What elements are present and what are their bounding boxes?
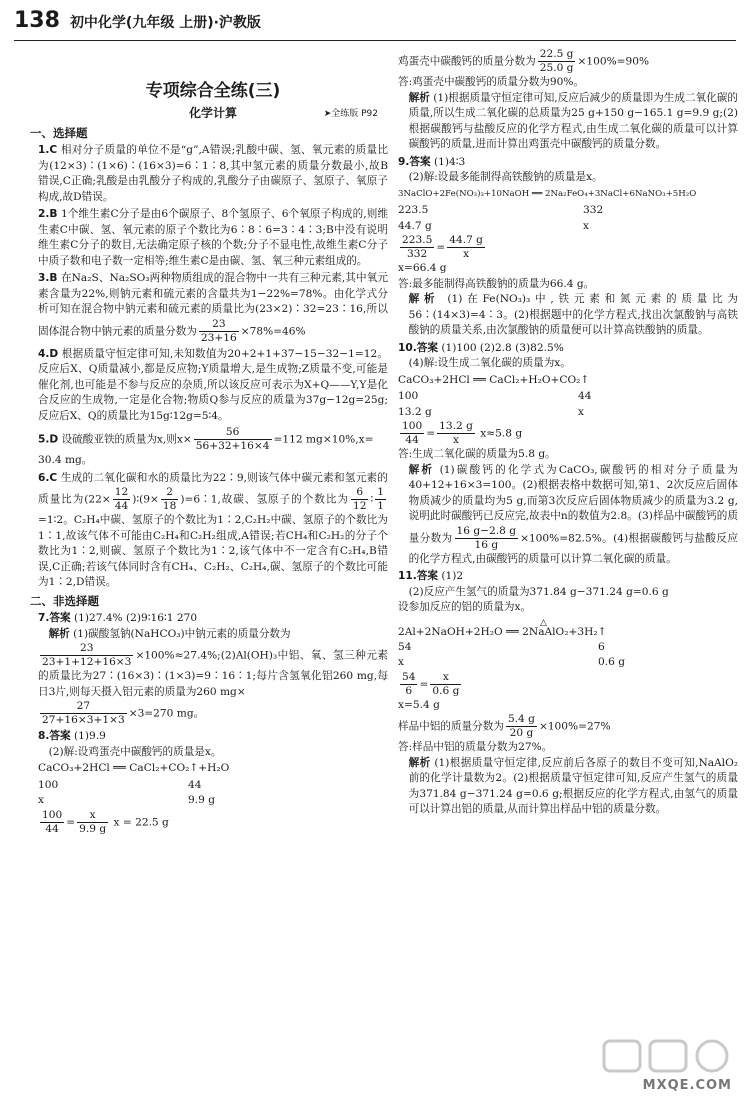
answer-1: 1.C 相对分子质量的单位不是“g”,A错误;乳酸中碳、氢、氧元素的质量比为(12×3)∶(1×6)∶(16×3)=6∶1∶8,其中氢元素的质量分数最小,故B错误,C正确;乳酸是由乳酸分子构成的,乳酸分子由碳原子、氢原子、氧原子构成,故D错误。 bbox=[38, 144, 388, 203]
part-heading: 二、非选择题 bbox=[30, 593, 99, 608]
answer-10: 10.答案 (1)100 (2)2.8 (3)82.5% (4)解:设生成二氧化碳的质量为x。 CaCO₃+2HCl ══ CaCl₂+H₂O+CO₂↑ 100 44 13.2 g x $\frac{100}{44}$ = $\frac{13.2 g}{x}$ x≈5.8 g 答:生成二氧化碳的质量为5.8 g。 解析 (1)碳酸钙的化学式为CaCO₃,碳酸钙的相对分子质量为40+12+16×3=100。(2)根据表格中数据可知,第1、2次反应后固体物质减少的质量均为5 g,而第3次反应后固体物质减少的质量为3.2 g,说明此时碳酸钙已反应完,故表中n的数值为2.8。(3)样品中碳酸钙的质量分数为 $\frac{16 g-2.8 g}{16 g}$ ×100%=82.5%。(4)根据碳酸钙与盐酸反应的化学方程式,由碳酸钙的质量可以计算二氧化碳的质量。 bbox=[398, 341, 739, 565]
answer-8-continued: 鸡蛋壳中碳酸钙的质量分数为 $\frac{22.5 g}{25.0 g}$ ×100%=90% 答:鸡蛋壳中碳酸钙的质量分数为90%。 解析 (1)根据质量守恒定律可知,反应后减少的质量即为生成二氧化碳的质量,所以生成二氧化碳的总质量为25 g+150 g−165.1 g=9.9 g;(2)根据碳酸钙与盐酸反应的化学方程式,由生成二氧化碳的质量可以计算碳酸钙的质量,进而计算出鸡蛋壳中碳酸钙的质量分数。 bbox=[398, 48, 739, 150]
watermark-text: MXQE.COM bbox=[642, 1078, 732, 1093]
answer-8: 8.答案 (1)9.9 (2)解:设鸡蛋壳中碳酸钙的质量是x。 CaCO₃+2HCl ══ CaCl₂+CO₂↑+H₂O 100 44 x 9.9 g $\frac{100}{44}$ = $\frac{x}{9.9 g}$ x = 22.5 g bbox=[38, 729, 388, 836]
section-title: 专项综合全练(三) bbox=[145, 81, 281, 101]
answer-3: 3.B 在Na₂S、Na₂SO₃两种物质组成的混合物中一共有三种元素,其中氧元素含量为22%,则钠元素和硫元素的含量共为1−22%=78%。由化学式分析可知在混合物中钠元素和硫元素的质量比为(23×2)∶32=23∶16,所以固体混合物中钠元素的质量分数为 $\frac{23}{23+16}$ ×78%=46% bbox=[38, 272, 388, 344]
arrow-icon: ➤ bbox=[323, 109, 332, 119]
right-column bbox=[398, 48, 738, 820]
answer-5: 5.D 设硫酸亚铁的质量为x,则x× $\frac{56}{56+32+16\times 4}$ =112 mg×10%,x= 30.4 mg。 bbox=[38, 426, 374, 466]
header-rule bbox=[14, 40, 736, 41]
answer-2: 2.B 1个维生素C分子是由6个碳原子、8个氢原子、6个氧原子构成的,则维生素C中碳、氢、氧元素的原子个数比为6∶8∶6=3∶4∶3;B中没有说明维生素C分子的数目,无法确定原子核的个数;分子不显电性,故维生素C分子中质子数和电子数一定相等;维生素C是由碳、氢、氧三种元素组成的。 bbox=[38, 208, 388, 267]
part-heading: 一、选择题 bbox=[30, 125, 88, 140]
fraction: $\frac{56}{56+32+16\times 4}$ bbox=[195, 426, 270, 452]
answer-9: 9.答案 (1)4∶3 (2)解:设最多能制得高铁酸钠的质量是x。 3NaClO+2Fe(NO₃)₃+10NaOH ══ 2Na₂FeO₄+3NaCl+6NaNO₃+5H₂O 223.5 332 44.7 g x $\frac{223.5}{332}$ = $\frac{44.7 g}{x}$ x=66.4 g 答:最多能制得高铁酸钠的质量为66.4 g。 解析 (1)在Fe(NO₃)₃中,铁元素和氮元素的质量比为56∶(14×3)=4∶3。(2)根据题中的化学方程式,找出次氯酸钠与高铁酸钠的质量关系,由次氯酸钠的质量便可以计算高铁酸钠的质量。 bbox=[398, 155, 738, 336]
answer-7: 7.答案 (1)27.4% (2)9∶16∶1 270 解析 (1)碳酸氢钠(NaHCO₃)中钠元素的质量分数为 $\frac{23}{23+1+12+16\times 3}$ ×100%≈27.4%;(2)Al(OH)₃中铝、氧、氢三种元素的质量比为27∶(16×3)∶(1×3)=9∶16∶1;每片含氢氧化铝260 mg,每日3片,则每天摄入铝元素的质量为260 mg× $\frac{27}{27+16\times 3+1\times 3}$ ×3=270 mg。 bbox=[38, 612, 388, 726]
answer-4: 4.D 根据质量守恒定律可知,未知数值为20+2+1+37−15−32−1=12。反应后X、Q质量减小,都是反应物;Y质量增大,是生成物;Z质量不变,可能是催化剂,也可能是不参与反应的杂质,所以该反应可表示为X+Q——Y,Y是化合反应的生成物,一定是化合物;物质Q参与反应的质量为37g−12g=25g;反应后X、Q的质量比为15g∶12g=5∶4。 bbox=[38, 347, 389, 422]
section-subtitle: 化学计算 bbox=[188, 106, 237, 120]
page-number: 138 bbox=[14, 8, 60, 33]
heat-symbol: △ bbox=[540, 617, 547, 628]
chemical-equation: CaCO₃+2HCl ══ CaCl₂+CO₂↑+H₂O bbox=[38, 762, 230, 774]
answer-6: 6.C 生成的二氧化碳和水的质量比为22∶9,则该气体中碳元素和氢元素的质量比为(22× $\frac{12}{44}$ )∶(9× $\frac{2}{18}$ )=6∶1,故碳、氢原子的个数比为 $\frac{6}{12}$ ∶ $\frac{1}{1}$ =1∶2。C₂H₄中碳、氢原子的个数比为1∶2,C₂H₂中碳、氢原子的个数比为1∶1,故该气体不可能由C₂H₄和C₂H₂组成,A错误;若CH₄和C₂H₂的分子个数比为1∶2,则碳、氢原子个数比为1∶2,该气体中不一定含有C₂H₄,B错误,C正确;若该气体同时含有CH₄、C₂H₂、C₂H₄,碳、氢原子的个数比可能为1∶2,D错误。 bbox=[38, 471, 388, 588]
book-title: 初中化学(九年级 上册)·沪教版 bbox=[69, 15, 261, 31]
left-column bbox=[30, 48, 389, 838]
chemical-equation: 2Al+2NaOH+2H₂O ══ 2NaAlO₂+3H₂↑ bbox=[398, 625, 607, 638]
reference-tag: ➤全练版 P92 bbox=[323, 109, 378, 119]
page-header bbox=[14, 8, 261, 40]
chemical-equation: 3NaClO+2Fe(NO₃)₃+10NaOH ══ 2Na₂FeO₄+3NaCl+6NaNO₃+5H₂O bbox=[398, 188, 697, 199]
fraction: $\frac{23}{23+16}$ bbox=[200, 317, 237, 344]
chemical-equation: CaCO₃+2HCl ══ CaCl₂+H₂O+CO₂↑ bbox=[398, 373, 590, 386]
section-subtitle-row bbox=[38, 106, 388, 122]
answer-11: 11.答案 (1)2 (2)反应产生氢气的质量为371.84 g−371.24 g=0.6 g 设参加反应的铝的质量为x。 △ 2Al+2NaOH+2H₂O ══ 2NaAlO₂+3H₂↑ 54 6 x 0.6 g $\frac{54}{6}$ = $\frac{x}{0.6 g}$ x=5.4 g 样品中铝的质量分数为 $\frac{5.4 g}{20 g}$ ×100%=27% 答:样品中铝的质量分数为27%。 解析 (1)根据质量守恒定律,反应前后各原子的数目不变可知,NaAlO₂前的化学计量数为2。(2)根据质量守恒定律可知,反应产生氢气的质量为371.84 g−371.24 g=0.6 g;根据反应的化学方程式,由氢气的质量可以计算出铝的质量,从而计算出样品中铝的质量分数。 bbox=[398, 570, 739, 815]
